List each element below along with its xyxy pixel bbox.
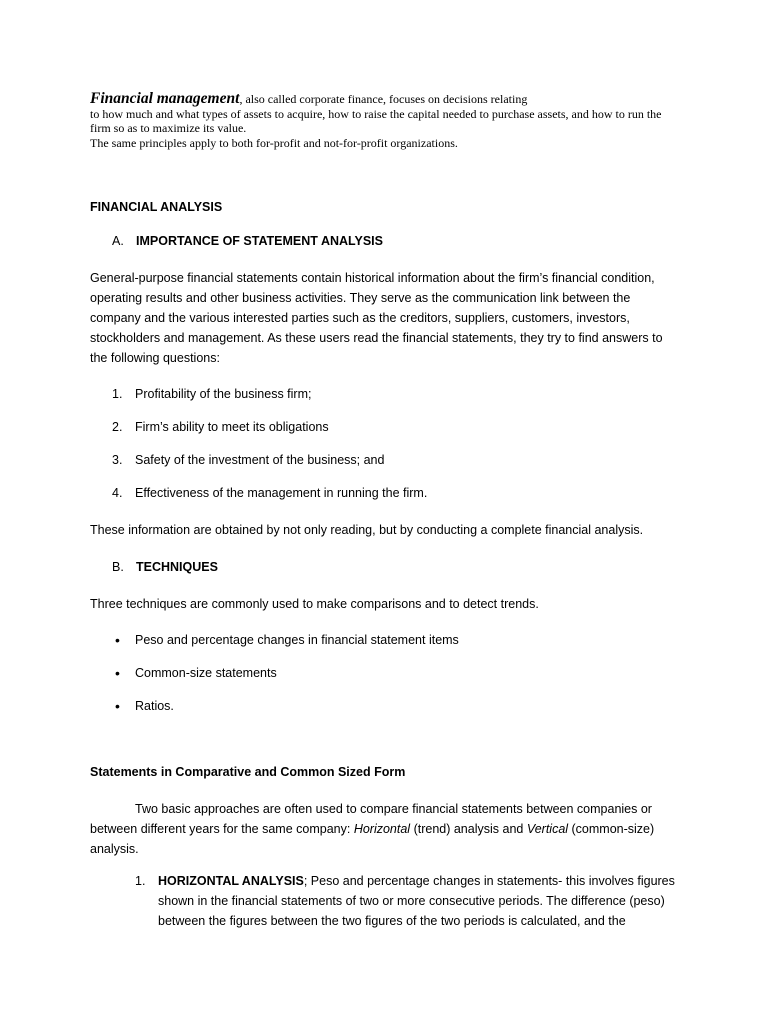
list-item: [90, 699, 680, 713]
document-content: [90, 92, 680, 931]
horizontal-analysis-text: [158, 871, 680, 931]
section-a-title: IMPORTANCE OF STATEMENT ANALYSIS: [136, 234, 383, 248]
list-item: [90, 420, 680, 434]
list-item-text: Ratios.: [135, 699, 174, 713]
list-item: [90, 633, 680, 647]
list-item-number: 4.: [112, 486, 123, 500]
list-item: [90, 453, 680, 467]
list-item-text: Effectiveness of the management in running the firm.: [135, 486, 428, 500]
list-item: [90, 486, 680, 500]
intro-line-1-rest: , also called corporate finance, focuses on decisions relating: [239, 92, 528, 106]
section-a-letter: A.: [112, 234, 124, 248]
intro-line-3: The same principles apply to both for-profit and not-for-profit organizations.: [90, 135, 458, 150]
intro-line-2: to how much and what types of assets to acquire, how to raise the capital needed to purchase assets, and how to run the firm so as to maximize its value.: [90, 106, 662, 135]
bullet-icon: •: [115, 665, 120, 681]
intro-line-1: [90, 92, 680, 107]
statement-analysis-paragraph: General-purpose financial statements contain historical information about the firm’s financial condition, operating results and other business activities. They serve as the communication link between the company and the various interested parties such as the creditors, suppliers, customers, investors, stockholders and management. As these users read the financial statements, they try to find answers to the following questions:: [90, 271, 663, 365]
comparative-heading: Statements in Comparative and Common Sized Form: [90, 765, 406, 779]
list-item-text: Firm’s ability to meet its obligations: [135, 420, 329, 434]
list-item-number: 3.: [112, 453, 123, 467]
section-a-heading: [90, 234, 680, 248]
list-item-text: Common-size statements: [135, 666, 277, 680]
horizontal-analysis-title: HORIZONTAL ANALYSIS: [158, 874, 304, 888]
section-b-title: TECHNIQUES: [136, 560, 218, 574]
bullet-icon: •: [115, 632, 120, 648]
section-b-letter: B.: [112, 560, 124, 574]
list-item-number: 1.: [112, 387, 123, 401]
list-item-text: Safety of the investment of the business; and: [135, 453, 385, 467]
horizontal-analysis-number: 1.: [135, 874, 146, 888]
vertical-term: Vertical: [526, 822, 569, 836]
comparative-para-mid: (trend) analysis and: [410, 822, 527, 836]
questions-list: [90, 387, 680, 500]
financial-analysis-heading: FINANCIAL ANALYSIS: [90, 200, 223, 214]
list-item-number: 2.: [112, 420, 123, 434]
list-item: [90, 666, 680, 680]
horizontal-analysis-item: [90, 871, 680, 931]
list-item: [90, 387, 680, 401]
comparative-paragraph: [90, 799, 680, 859]
horizontal-analysis-body: ; Peso and percentage changes in statements- this involves figures shown in the financial statements of two or more consecutive periods. The difference (peso) between the figures between the two figures of the two periods is calculated, and the: [158, 874, 675, 928]
bullet-icon: •: [115, 698, 120, 714]
comparative-para-start: Two basic approaches are often used to compare financial statements between companies or between different years for the same company:: [90, 802, 652, 836]
list-item-text: Peso and percentage changes in financial statement items: [135, 633, 459, 647]
comparative-para-end: (common-size) analysis.: [90, 822, 655, 856]
list-item-text: Profitability of the business firm;: [135, 387, 312, 401]
techniques-list: [90, 633, 680, 713]
section-b-heading: [90, 560, 680, 574]
intro-paragraph: [90, 92, 680, 150]
techniques-intro: Three techniques are commonly used to make comparisons and to detect trends.: [90, 597, 539, 611]
horizontal-term: Horizontal: [353, 822, 411, 836]
intro-lead-term: Financial management: [90, 90, 240, 107]
conclusion-paragraph: These information are obtained by not only reading, but by conducting a complete financial analysis.: [90, 523, 644, 537]
